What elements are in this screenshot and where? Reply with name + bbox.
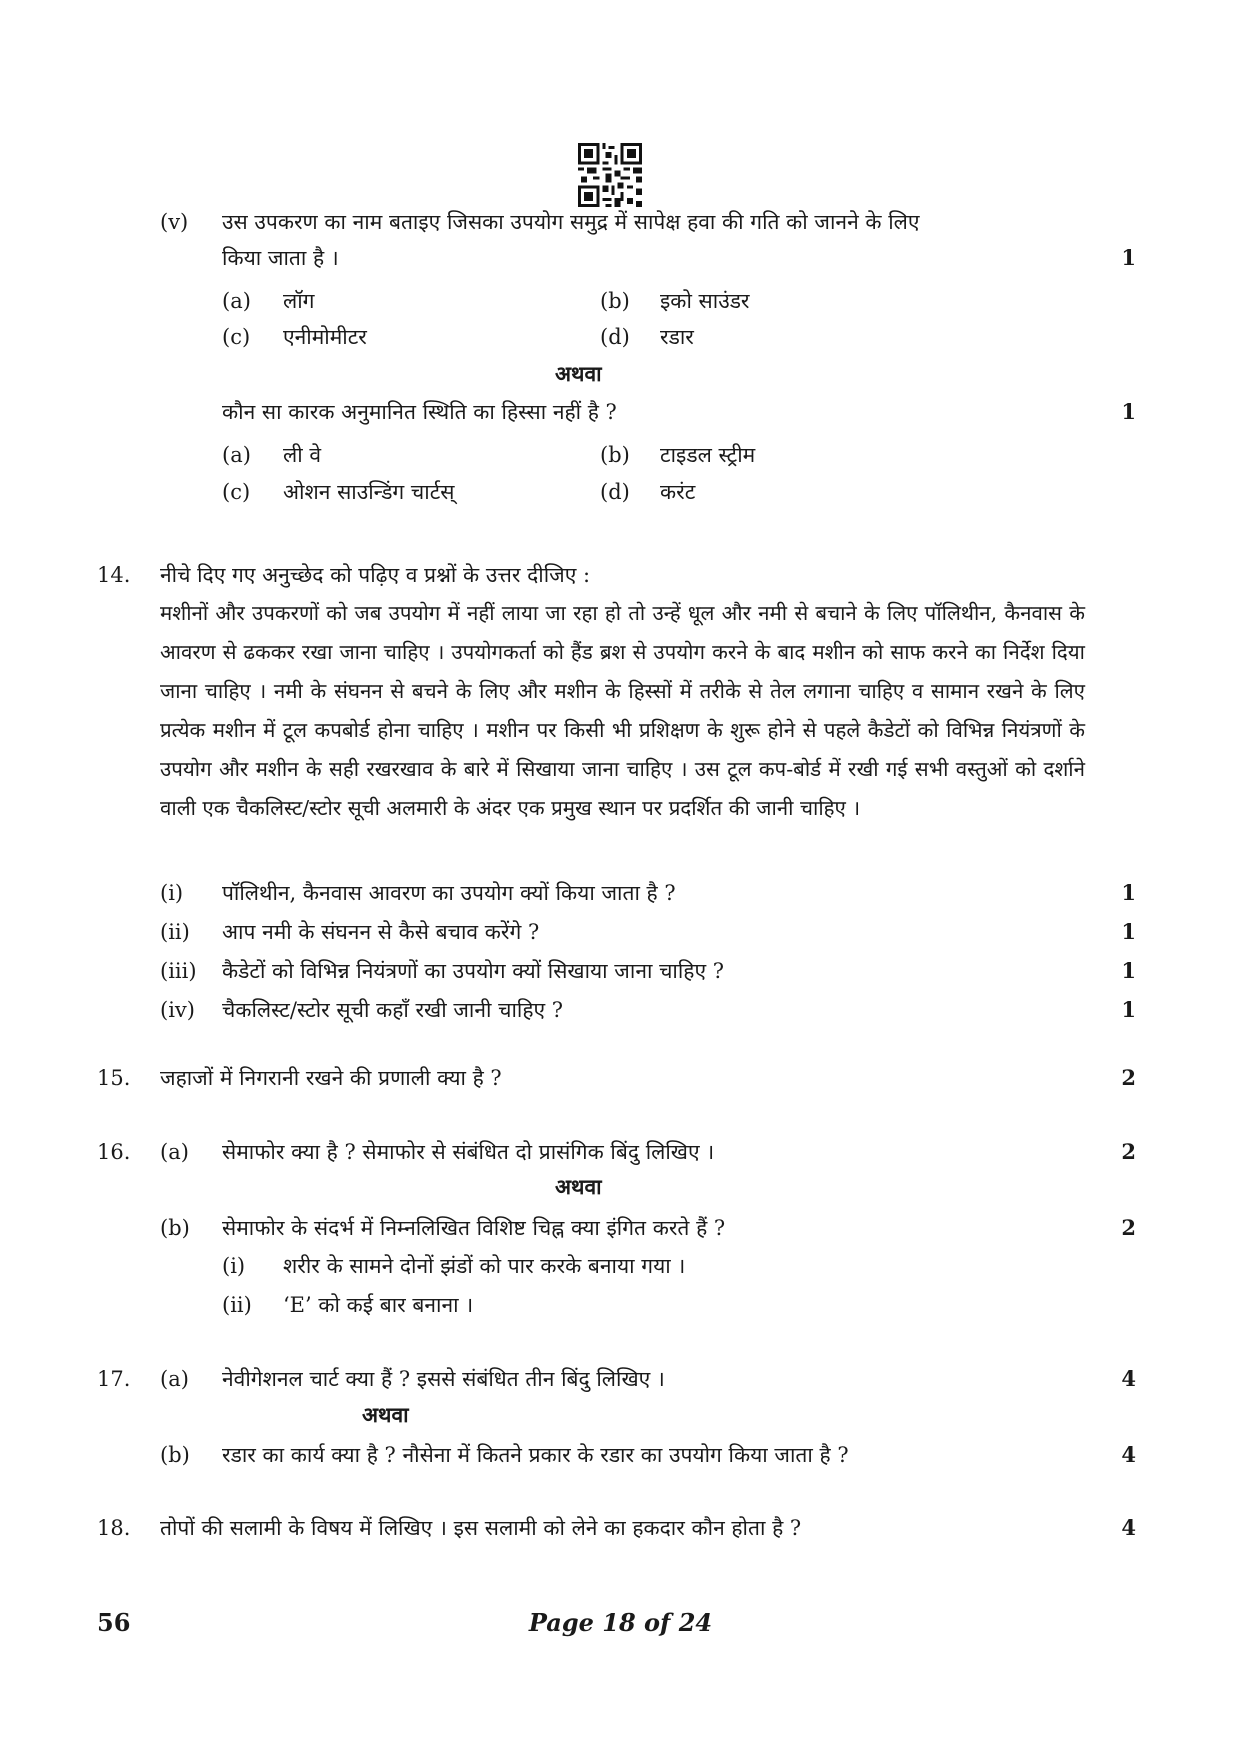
q17-a-marks: 4 — [1121, 1366, 1136, 1391]
q14-sub-ii-marks: 1 — [1121, 919, 1136, 944]
q13v-alt-option-c-label: (c) — [222, 480, 251, 504]
qr-code-icon — [578, 143, 642, 207]
q13v-option-c-label: (c) — [222, 325, 251, 349]
q14-sub-i-label: (i) — [160, 881, 184, 905]
q13v-alt-option-a-text: ली वे — [283, 443, 322, 467]
q13v-alt-option-b-text: टाइडल स्ट्रीम — [660, 443, 756, 467]
q13v-alt-option-b-label: (b) — [600, 443, 630, 467]
q14-sub-iv-label: (iv) — [160, 998, 195, 1022]
q16-a-label: (a) — [160, 1140, 189, 1164]
page-number: Page 18 of 24 — [528, 1608, 713, 1637]
q16-a-marks: 2 — [1121, 1139, 1136, 1164]
q14-passage: मशीनों और उपकरणों को जब उपयोग में नहीं लाया जा रहा हो तो उन्हें धूल और नमी से बचाने के लिए पॉलिथीन, कैनवास के आवरण से ढककर रखा जाना चाहिए । उपयोगकर्ता को हैंड ब्रश से उपयोग करने के बाद मशीन को साफ करने का निर्देश दिया जाना चाहिए । नमी के संघनन से बचने के लिए और मशीन के हिस्सों में तरीके से तेल लगाना चाहिए व सामान रखने के लिए प्रत्येक मशीन में टूल कपबोर्ड होना चाहिए । मशीन पर किसी भी प्रशिक्षण के शुरू होने से पहले कैडेटों को विभिन्न नियंत्रणों के उपयोग और मशीन के सही रखरखाव के बारे में सिखाया जाना चाहिए । उस टूल कप-बोर्ड में रखी गई सभी वस्तुओं को दर्शाने वाली एक चैकलिस्ट/स्टोर सूची अलमारी के अंदर एक प्रमुख स्थान पर प्रदर्शित की जानी चाहिए । — [160, 601, 1085, 820]
q13v-alt-text: कौन सा कारक अनुमानित स्थिति का हिस्सा नहीं है ? — [222, 400, 617, 424]
q16-or: अथवा — [555, 1174, 602, 1199]
q14-sub-iii-label: (iii) — [160, 959, 197, 983]
q16-b-marks: 2 — [1121, 1215, 1136, 1240]
q17-a-text: नेवीगेशनल चार्ट क्या हैं ? इससे संबंधित तीन बिंदु लिखिए । — [222, 1367, 665, 1391]
q16-number: 16. — [97, 1140, 131, 1164]
q14-sub-iv-text: चैकलिस्ट/स्टोर सूची कहाँ रखी जानी चाहिए ? — [222, 998, 564, 1022]
q16-b-sub-i-text: शरीर के सामने दोनों झंडों को पार करके बनाया गया । — [283, 1254, 686, 1278]
q15-marks: 2 — [1121, 1065, 1136, 1090]
q16-b-sub-ii-label: (ii) — [222, 1293, 252, 1317]
q13v-alt-option-c-text: ओशन साउन्डिंग चार्टस् — [283, 480, 455, 504]
q17-or: अथवा — [362, 1402, 409, 1427]
q13v-option-a-text: लॉग — [283, 289, 315, 313]
q13v-option-c-text: एनीमोमीटर — [283, 325, 367, 349]
q16-b-label: (b) — [160, 1216, 190, 1240]
q13v-option-a-label: (a) — [222, 289, 251, 313]
q18-marks: 4 — [1121, 1515, 1136, 1540]
q14-sub-iii-text: कैडेटों को विभिन्न नियंत्रणों का उपयोग क्यों सिखाया जाना चाहिए ? — [222, 959, 724, 983]
q15-number: 15. — [97, 1066, 131, 1090]
q17-a-label: (a) — [160, 1367, 189, 1391]
q13v-or: अथवा — [555, 361, 602, 386]
q18-number: 18. — [97, 1516, 131, 1540]
q13v-option-b-label: (b) — [600, 289, 630, 313]
q13v-alt-marks: 1 — [1121, 399, 1136, 424]
q14-sub-ii-label: (ii) — [160, 920, 190, 944]
q13v-text-line1: उस उपकरण का नाम बताइए जिसका उपयोग समुद्र में सापेक्ष हवा की गति को जानने के लिए — [222, 210, 920, 234]
q13v-option-d-text: रडार — [660, 325, 694, 349]
q13v-option-b-text: इको साउंडर — [660, 289, 750, 313]
q16-b-sub-ii-text: ‘E’ को कई बार बनाना । — [283, 1293, 474, 1317]
q13v-alt-option-d-text: करंट — [660, 480, 696, 504]
q17-b-marks: 4 — [1121, 1442, 1136, 1467]
q17-b-text: रडार का कार्य क्या है ? नौसेना में कितने प्रकार के रडार का उपयोग किया जाता है ? — [222, 1443, 849, 1467]
q14-intro: नीचे दिए गए अनुच्छेद को पढ़िए व प्रश्नों के उत्तर दीजिए : — [160, 563, 591, 587]
q14-sub-ii-text: आप नमी के संघनन से कैसे बचाव करेंगे ? — [222, 920, 540, 944]
q14-number: 14. — [97, 563, 131, 587]
q13v-marks: 1 — [1121, 245, 1136, 270]
q18-text: तोपों की सलामी के विषय में लिखिए । इस सलामी को लेने का हकदार कौन होता है ? — [160, 1516, 802, 1540]
q16-b-sub-i-label: (i) — [222, 1254, 246, 1278]
q15-text: जहाजों में निगरानी रखने की प्रणाली क्या है ? — [160, 1066, 502, 1090]
q13v-alt-option-a-label: (a) — [222, 443, 251, 467]
q14-sub-iii-marks: 1 — [1121, 958, 1136, 983]
q14-sub-i-marks: 1 — [1121, 880, 1136, 905]
q17-number: 17. — [97, 1367, 131, 1391]
paper-code: 56 — [97, 1608, 131, 1637]
q16-b-text: सेमाफोर के संदर्भ में निम्नलिखित विशिष्ट चिह्न क्या इंगित करते हैं ? — [222, 1216, 726, 1240]
q16-a-text: सेमाफोर क्या है ? सेमाफोर से संबंधित दो प्रासंगिक बिंदु लिखिए । — [222, 1140, 715, 1164]
q14-sub-i-text: पॉलिथीन, कैनवास आवरण का उपयोग क्यों किया जाता है ? — [222, 881, 676, 905]
q13v-number: (v) — [160, 210, 189, 234]
q14-sub-iv-marks: 1 — [1121, 997, 1136, 1022]
q17-b-label: (b) — [160, 1443, 190, 1467]
q13v-text-line2: किया जाता है । — [222, 246, 339, 270]
q13v-alt-option-d-label: (d) — [600, 480, 630, 504]
q13v-option-d-label: (d) — [600, 325, 630, 349]
